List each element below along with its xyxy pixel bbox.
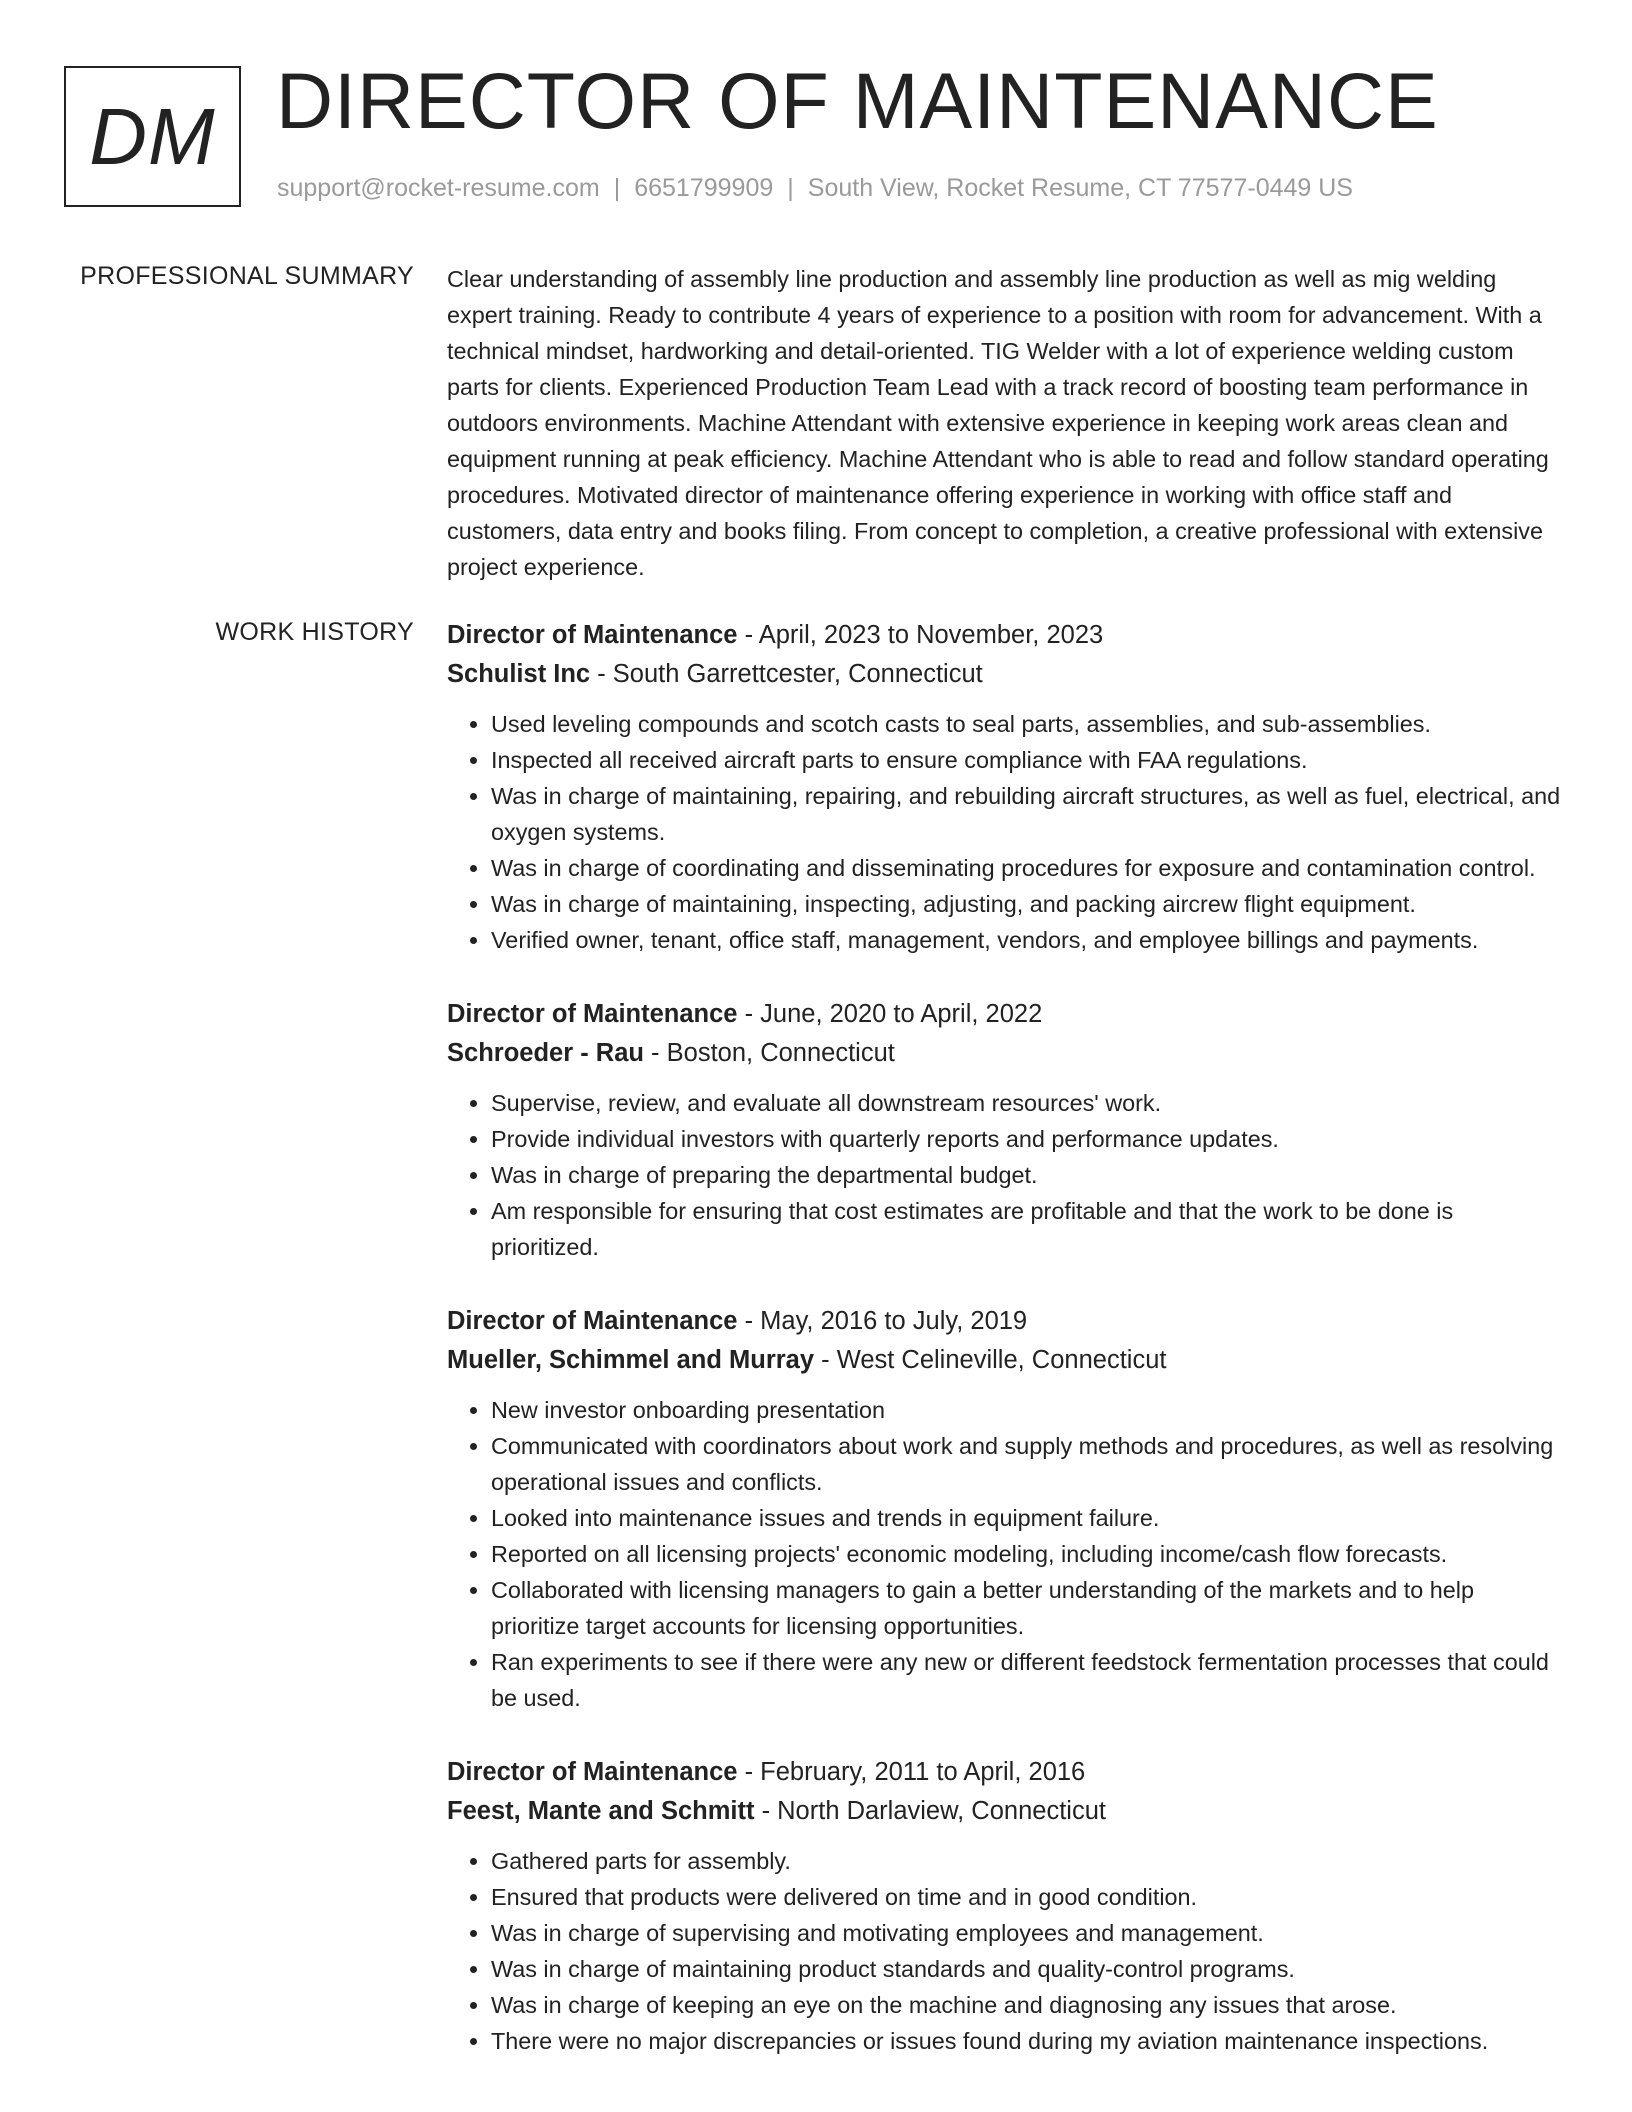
job-title-line — [447, 1302, 1565, 1341]
job-company: Schulist Inc — [447, 660, 591, 688]
job-dates: - May, 2016 to July, 2019 — [737, 1307, 1028, 1335]
job-bullet: • Reported on all licensing projects' economic modeling, including income/cash flow forecasts. — [491, 1536, 1565, 1572]
job-bullets — [447, 1085, 1565, 1265]
job-entry — [447, 616, 1565, 958]
contact-line — [277, 174, 1353, 203]
job-bullet: • Ran experiments to see if there were any new or different feedstock fermentation processes that could be used. — [491, 1644, 1565, 1716]
job-bullets — [447, 706, 1565, 958]
job-title: Director of Maintenance — [447, 621, 738, 649]
job-location: - North Darlaview, Connecticut — [754, 1797, 1106, 1825]
job-title: Director of Maintenance — [447, 1307, 738, 1335]
job-bullet: • Looked into maintenance issues and trends in equipment failure. — [491, 1500, 1565, 1536]
job-bullet: • Am responsible for ensuring that cost estimates are profitable and that the work to be done is prioritized. — [491, 1193, 1565, 1265]
job-title: Director of Maintenance — [447, 1000, 738, 1028]
job-bullet: • Was in charge of maintaining product standards and quality-control programs. — [491, 1951, 1565, 1987]
job-company-line — [447, 1341, 1565, 1380]
job-bullet: • Communicated with coordinators about work and supply methods and procedures, as well as resolving operational issues and conflicts. — [491, 1428, 1565, 1500]
job-bullet: • New investor onboarding presentation — [491, 1392, 1565, 1428]
job-bullet: • Was in charge of preparing the departmental budget. — [491, 1157, 1565, 1193]
contact-phone: 6651799909 — [634, 174, 774, 202]
work-section-label: WORK HISTORY — [215, 618, 414, 646]
work-history — [447, 616, 1565, 2096]
job-entry — [447, 995, 1565, 1265]
job-location: - South Garrettcester, Connecticut — [590, 660, 983, 688]
contact-separator: | — [787, 174, 794, 202]
job-company: Mueller, Schimmel and Murray — [447, 1346, 815, 1374]
job-company-line — [447, 655, 1565, 694]
job-bullet: • Used leveling compounds and scotch casts to seal parts, assemblies, and sub-assemblies. — [491, 706, 1565, 742]
job-entry — [447, 1302, 1565, 1716]
job-bullet: • Was in charge of supervising and motivating employees and management. — [491, 1915, 1565, 1951]
resume-title: DIRECTOR OF MAINTENANCE — [276, 56, 1439, 145]
contact-separator: | — [613, 174, 621, 202]
job-entry — [447, 1753, 1565, 2059]
job-bullet: • Gathered parts for assembly. — [491, 1843, 1565, 1879]
job-company-line — [447, 1792, 1565, 1831]
job-title-line — [447, 616, 1565, 655]
job-bullets — [447, 1843, 1565, 2059]
job-bullet: • Was in charge of keeping an eye on the machine and diagnosing any issues that arose. — [491, 1987, 1565, 2023]
job-bullet: • Was in charge of maintaining, repairing, and rebuilding aircraft structures, as well as fuel, electrical, and oxygen systems. — [491, 778, 1565, 850]
job-title-line — [447, 1753, 1565, 1792]
job-bullet: • Supervise, review, and evaluate all downstream resources' work. — [491, 1085, 1565, 1121]
monogram-box — [64, 66, 241, 207]
job-dates: - February, 2011 to April, 2016 — [737, 1758, 1086, 1786]
job-title: Director of Maintenance — [447, 1758, 738, 1786]
job-dates: - April, 2023 to November, 2023 — [737, 621, 1104, 649]
job-bullet: • Verified owner, tenant, office staff, management, vendors, and employee billings and payments. — [491, 922, 1565, 958]
job-bullet: • Was in charge of maintaining, inspecting, adjusting, and packing aircrew flight equipment. — [491, 886, 1565, 922]
job-bullets — [447, 1392, 1565, 1716]
job-bullet: • Provide individual investors with quarterly reports and performance updates. — [491, 1121, 1565, 1157]
job-bullet: • Was in charge of coordinating and disseminating procedures for exposure and contamination control. — [491, 850, 1565, 886]
job-bullet: • Inspected all received aircraft parts to ensure compliance with FAA regulations. — [491, 742, 1565, 778]
contact-address: South View, Rocket Resume, CT 77577-0449 US — [807, 174, 1353, 202]
job-bullet: • Ensured that products were delivered on time and in good condition. — [491, 1879, 1565, 1915]
job-title-line — [447, 995, 1565, 1034]
job-location: - Boston, Connecticut — [643, 1039, 895, 1067]
job-dates: - June, 2020 to April, 2022 — [737, 1000, 1043, 1028]
monogram-initials: DM — [89, 91, 216, 181]
job-bullet: • There were no major discrepancies or issues found during my aviation maintenance inspections. — [491, 2023, 1565, 2059]
contact-email: support@rocket-resume.com — [277, 174, 600, 202]
summary-section-label: PROFESSIONAL SUMMARY — [80, 262, 414, 290]
summary-text: Clear understanding of assembly line production and assembly line production as well as mig welding expert training. Ready to contribute 4 years of experience to a position with room for advancement. With a technical mindset, hardworking and detail-oriented. TIG Welder with a lot of experience welding custom parts for clients. Experienced Production Team Lead with a track record of boosting team performance in outdoors environments. Machine Attendant with extensive experience in keeping work areas clean and equipment running at peak efficiency. Machine Attendant who is able to read and follow standard operating procedures. Motivated director of maintenance offering experience in working with office staff and customers, data entry and books filing. From concept to completion, a creative professional with extensive project experience. — [447, 266, 1549, 580]
job-company-line — [447, 1034, 1565, 1073]
job-company: Schroeder - Rau — [447, 1039, 644, 1067]
job-company: Feest, Mante and Schmitt — [447, 1797, 755, 1825]
job-location: - West Celineville, Connecticut — [814, 1346, 1167, 1374]
job-bullet: • Collaborated with licensing managers to gain a better understanding of the markets and to help prioritize target accounts for licensing opportunities. — [491, 1572, 1565, 1644]
